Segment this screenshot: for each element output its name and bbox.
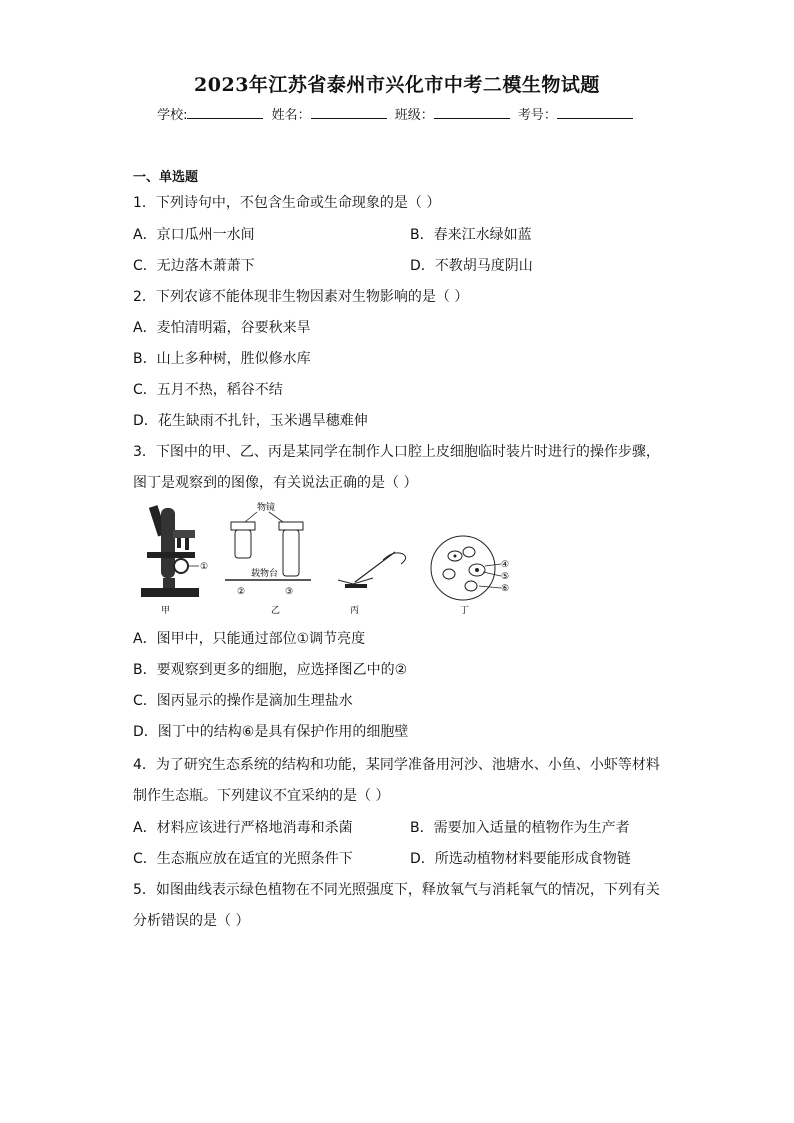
name-label: 姓名： [271,108,311,123]
class-blank[interactable] [434,106,510,119]
section-heading: 一、单选题 [133,170,199,185]
slide-operation-diagram [338,552,406,616]
label-c5: ⑤ [501,572,510,582]
label-c4: ④ [501,560,510,570]
q3-stem-line2: 图丁是观察到的图像，有关说法正确的是（ ） [133,475,418,491]
q1-option-b: B．春来江水绿如蓝 [410,227,532,243]
q4-option-c: C．生态瓶应放在适宜的光照条件下 [133,851,353,867]
label-bing: 丙 [350,606,360,616]
student-info-row [0,104,794,123]
q4-option-d: D．所选动植物材料要能形成食物链 [410,851,631,867]
q2-option-c: C．五月不热，稻谷不结 [133,382,283,398]
q1-option-a: A．京口瓜州一水间 [133,227,255,243]
label-ding: 丁 [460,606,470,616]
number-blank[interactable] [557,106,633,119]
label-c3: ③ [285,587,294,597]
q1-option-c: C．无边落木萧萧下 [133,258,255,274]
q5-stem-line1: 5．如图曲线表示绿色植物在不同光照强度下，释放氧气与消耗氧气的情况，下列有关 [133,882,660,898]
q1-option-d: D．不教胡马度阴山 [410,258,533,274]
label-objective: 物镜 [257,503,276,513]
name-blank[interactable] [311,106,387,119]
cell-view-diagram [431,536,509,616]
q2-stem: 2．下列农谚不能体现非生物因素对生物影响的是（ ） [133,289,469,305]
q3-stem-line1: 3．下图中的甲、乙、丙是某同学在制作人口腔上皮细胞临时装片时进行的操作步骤， [133,444,660,460]
q2-option-b: B．山上多种树，胜似修水库 [133,351,311,367]
label-yi: 乙 [271,606,281,616]
q3-option-b: B．要观察到更多的细胞，应选择图乙中的② [133,662,408,678]
q2-option-d: D．花生缺雨不扎针，玉米遇旱穗难伸 [133,413,368,429]
number-label: 考号： [517,108,557,123]
class-label: 班级： [394,108,434,123]
q4-option-a: A．材料应该进行严格地消毒和杀菌 [133,820,353,836]
label-c1: ① [200,562,209,572]
q3-figure [133,500,513,620]
label-jia: 甲 [161,606,171,616]
label-stage: 载物台 [251,569,279,579]
school-label: 学校: [157,108,188,123]
q3-option-a: A．图甲中，只能通过部位①调节亮度 [133,631,366,647]
q3-option-c: C．图丙显示的操作是滴加生理盐水 [133,693,353,709]
q4-option-b: B．需要加入适量的植物作为生产者 [410,820,630,836]
q3-option-d: D．图丁中的结构⑥是具有保护作用的细胞壁 [133,724,409,740]
objective-lens-diagram [225,501,311,616]
label-c2: ② [237,587,246,597]
q4-stem-line1: 4．为了研究生态系统的结构和功能，某同学准备用河沙、池塘水、小鱼、小虾等材料 [133,757,660,773]
q5-stem-line2: 分析错误的是（ ） [133,913,250,929]
exam-title: 2023年江苏省泰州市兴化市中考二模生物试题 [194,74,600,96]
microscope-diagram [141,505,208,616]
school-blank[interactable] [187,106,263,119]
label-c6: ⑥ [501,584,510,594]
q4-stem-line2: 制作生态瓶。下列建议不宜采纳的是（ ） [133,788,390,804]
q1-stem: 1．下列诗句中，不包含生命或生命现象的是（ ） [133,195,441,211]
q2-option-a: A．麦怕清明霜，谷要秋来旱 [133,320,311,336]
